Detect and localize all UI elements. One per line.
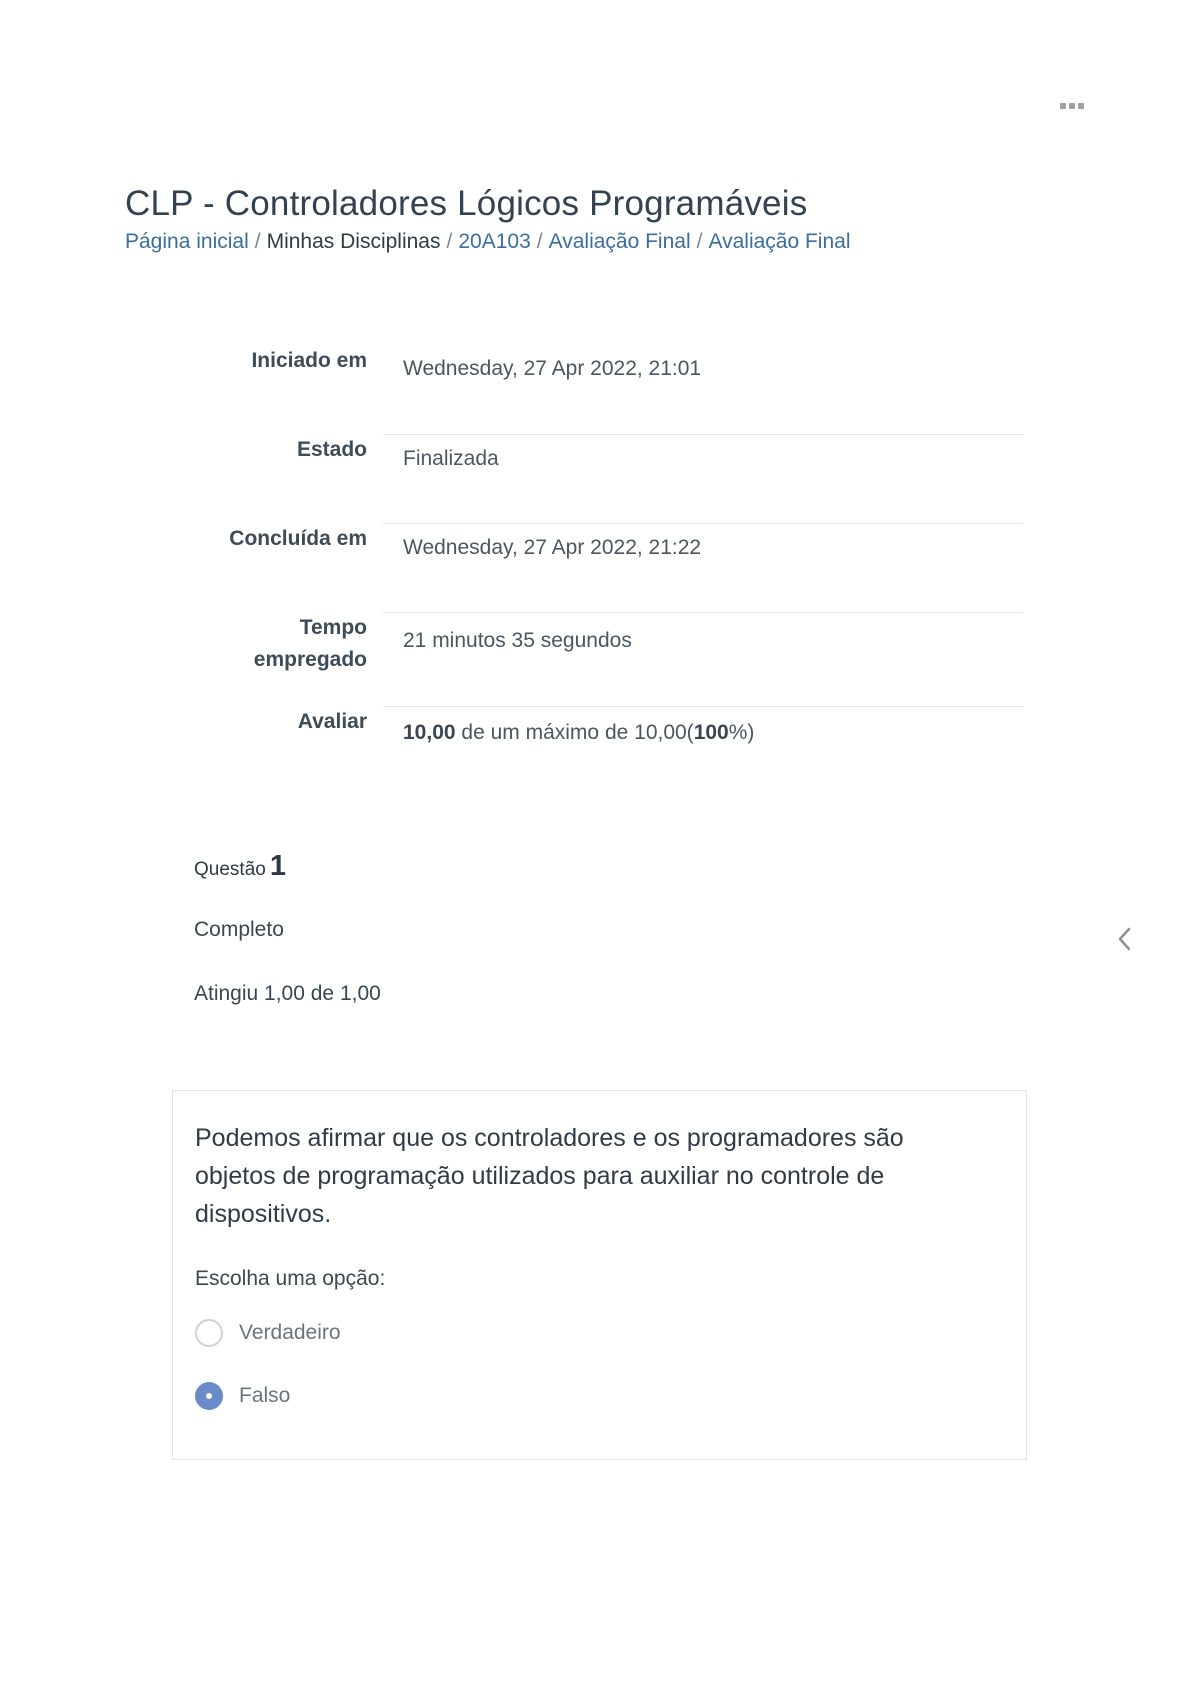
- summary-row-completed: [190, 523, 1023, 612]
- option-falso[interactable]: [195, 1382, 290, 1410]
- option-label: Falso: [239, 1384, 291, 1407]
- time-value: 21 minutos 35 segundos: [383, 612, 1023, 706]
- more-options-icon[interactable]: [1060, 100, 1086, 112]
- answer-prompt: Escolha uma opção:: [195, 1267, 386, 1290]
- grade-value: [383, 706, 1023, 766]
- question-text: Podemos afirmar que os controladores e os programadores são objetos de programação utilizados para auxiliar no controle de dispositivos.: [195, 1124, 904, 1228]
- question-info: [194, 850, 286, 883]
- breadcrumb-separator: /: [446, 230, 453, 253]
- breadcrumb-separator: /: [536, 230, 543, 253]
- question-number: 1: [269, 850, 286, 882]
- time-label: [190, 612, 383, 706]
- breadcrumb-home[interactable]: Página inicial: [125, 230, 249, 253]
- state-label: Estado: [296, 438, 367, 461]
- grade-percent: 100: [693, 720, 729, 744]
- summary-row-grade: [190, 706, 1023, 766]
- breadcrumb-separator: /: [696, 230, 703, 253]
- question-grade: Atingiu 1,00 de 1,00: [194, 982, 381, 1005]
- summary-row-state: [190, 434, 1023, 523]
- question-state: Completo: [194, 918, 284, 941]
- chevron-left-icon[interactable]: [1114, 924, 1136, 954]
- more-dot: [1069, 103, 1075, 109]
- radio-unchecked-icon[interactable]: [195, 1319, 223, 1347]
- page-title: CLP - Controladores Lógicos Programáveis: [125, 184, 808, 223]
- question-content-box: [172, 1090, 1027, 1460]
- completed-value: Wednesday, 27 Apr 2022, 21:22: [383, 523, 1023, 612]
- question-number-label: [194, 850, 286, 882]
- time-label-line1: Tempo: [299, 616, 367, 639]
- breadcrumb-quiz[interactable]: Avaliação Final: [708, 230, 851, 253]
- grade-suffix: %): [728, 720, 755, 744]
- summary-row-time: [190, 612, 1023, 706]
- attempt-summary-table: [190, 345, 1023, 766]
- time-label-line2: empregado: [253, 648, 367, 671]
- option-verdadeiro[interactable]: [195, 1319, 341, 1347]
- breadcrumb-separator: /: [254, 230, 261, 253]
- option-label: Verdadeiro: [239, 1321, 341, 1344]
- question-label: Questão: [194, 859, 266, 880]
- breadcrumb: [125, 230, 851, 254]
- grade-label: Avaliar: [297, 710, 367, 733]
- more-dot: [1078, 103, 1084, 109]
- breadcrumb-course[interactable]: 20A103: [458, 230, 531, 253]
- completed-label: Concluída em: [229, 527, 367, 550]
- started-value: Wednesday, 27 Apr 2022, 21:01: [383, 345, 1023, 434]
- radio-checked-icon[interactable]: [195, 1382, 223, 1410]
- breadcrumb-my-courses: Minhas Disciplinas: [266, 230, 441, 253]
- state-value: Finalizada: [383, 434, 1023, 523]
- more-dot: [1060, 103, 1066, 109]
- grade-text: de um máximo de 10,00(: [455, 720, 694, 744]
- grade-score: 10,00: [403, 720, 456, 744]
- summary-row-started: [190, 345, 1023, 434]
- breadcrumb-section[interactable]: Avaliação Final: [548, 230, 691, 253]
- started-label: Iniciado em: [251, 349, 367, 372]
